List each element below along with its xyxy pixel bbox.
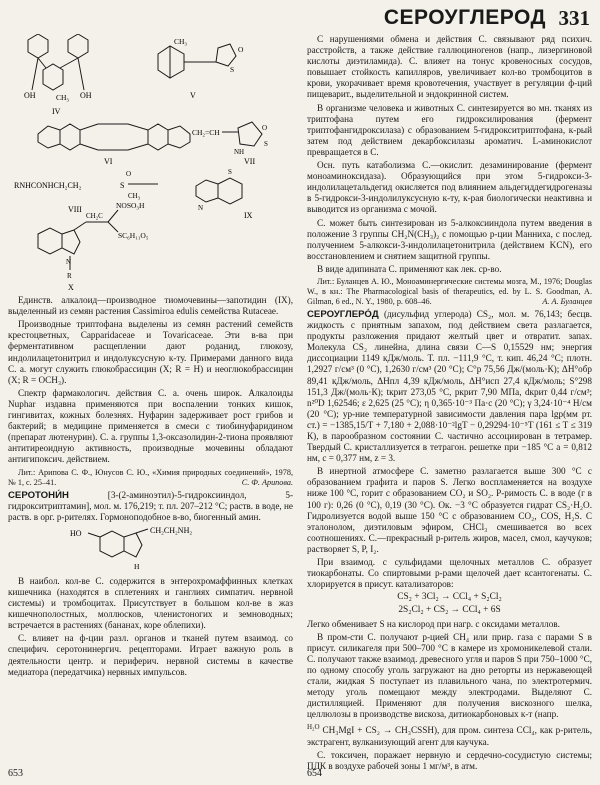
right-paragraph-2: В организме человека и животных С. синтезируется во мн. тканях из триптофана путем его гидроксилирования (фермент триптофангидроксилаза) с образованием 5-гидрокситриптофана, к-рый затем под действием декарбоксилазы ароматич. L-аминокислот превращается в С. [307,102,592,157]
right-paragraph-3: Осн. путь катаболизма С.—окислит. дезаминирование (фермент моноаминоксидаза). Образующийся при этом 5-гидрокси-3-индолилацетальдегид окисляется под влиянием альдегиддегидрогеназы в 5-гидрокси-3-индолилуксусную к-ту, к-рая биологически неактивна и выводится из организма с мочой. [307,160,592,215]
serotonin-nh: H [134,561,140,571]
right-paragraph-10: В пром-сти С. получают р-цией CH₄ или прир. газа с парами S в присут. силикагеля при 500–700 °С в камере из хромоникелевой стали. С. получают также взаимод. древесного угля и паров S при 750–1000 °С, по одному способу уголь загружают на дно реторты из нержавеющей стали, жидкая S поступает из плавильного чана, по электротермич. методу уголь помещают между электродами. Выделяют С. дистилляцией. Применяют для получения вискозного шелка, целлюлозы в производстве вискоза, дитиокарбоновых к-т (напр. [307,631,592,720]
page-header [10,6,590,32]
serotonin-term: СЕРОТОНИ́Н [8,489,69,501]
serotonin-entry [8,490,293,523]
left-literature-text: Лит.: Арипова С. Ф., Юнусов С. Ю., «Химия природных соединений», 1978, № 1, с. 25–41. [8,467,293,487]
structures-figure [8,34,293,292]
right-literature-text: Лит.: Буланцев А. Ю., Моноаминергические системы мозга, М., 1976; Douglas W., в кн.: The Pharmacological basis of therapeutics, ed. by L. S. Goodman, A. Gilman, 6 ed., N. Y., 1980, p. 608–46. [307,276,592,306]
ix-nitrogen: N [198,204,204,212]
x-nososh: NOSO₃H [116,201,145,210]
viii-methyl: CH₃ [128,192,141,200]
right-literature-author: А. А. Буланцев [542,296,592,306]
viii-chain: RNHCONHCH₂CH₂ [14,181,82,190]
ix-sulfur: S [228,168,232,176]
viii-oxygen: O [126,170,132,178]
left-literature-author: С. Ф. Арипова. [241,477,293,487]
left-paragraph-1: Единств. алкалоид—производное тиомочевины—запотидин (IX), выделенный из семян растения Cassimiroa edulis семейства Rutaceae. [8,295,293,317]
serotonin-definition: [3-(2-аминоэтил)-5-гидроксииндол, 5-гидрокситриптамин], мол. м. 176,219; т. пл. 207–212 °С; раств. в воде, не раств. в орг. р-рителях. Гормоноподобное в-во, биогенный амин. [8,489,293,522]
right-paragraph-11: С. токсичен, поражает нервную и сердечно-сосудистую системы; ПДК в воздухе рабочей зоны 1 мг/м³, в атм. [307,749,592,771]
equation-chlorination-1: CS₂ + 3Cl₂ → CCl₄ + S₂Cl₂ [397,592,502,603]
left-literature [8,468,293,488]
left-paragraph-3: Спектр фармакологич. действия С. а. очень широк. Алкалоиды Nuphar издавна применяются при воспалении тонких кишок, гингивитах, кожных болезнях. Нуфарин задерживает рост грибов и бактерий; в медицине применяется в смеси с тиобинуфаридином (препарат лютенурин). С. а. группы 1,3-оксазолидин-2-тиона проявляют антитиреоидную активность, производные мочевины обладают антигипоксич. действием. [8,387,293,465]
equation-grignard-text: CH₃MgI + CS₂ → CH₃CSSH), для пром. синтеза CCl₄, как р-ритель, экстрагент, вулканизующий агент для каучука. [307,725,593,747]
serotonin-structure [8,525,293,573]
right-column [307,34,592,774]
equation-grignard-over: H₂O [307,723,320,732]
label-x: X [68,283,74,292]
left-column [8,34,293,680]
label-vi: VI [104,157,113,166]
x-ch2c: CH₂C [86,212,103,220]
label-viii: VIII [68,205,82,214]
viii-sulfur: S [120,181,125,190]
vii-nh: NH [234,148,245,156]
serotonin-side-chain: CH₂CH₂NH₂ [150,525,193,535]
right-literature [307,277,592,307]
vii-oxygen: O [262,124,268,132]
label-iv: IV [52,107,61,116]
x-nitrogen: N [66,258,72,266]
iv-oh-right: OH [80,91,92,100]
left-paragraph-5: В наибол. кол-ве С. содержится в энтерохромаффинных клетках кишечника (находятся в сплетениях и ганглиях симпатич. нервной системы) и тромбоцитах. Присутствует в большом кол-ве в жаз кишечнополостных, моллюсков, членистоногих и земноводных; встречается в растениях (бананах, коре облепихи). [8,575,293,631]
left-paragraph-6: С. влияет на ф-ции разл. органов и тканей путем взаимод. со специфич. серотонинергич. рецепторами. Играет важную роль в деятельности центр. и периферич. нервной системы в качестве медиатора (передатчика) нервных импульсов. [8,633,293,677]
right-paragraph-5: В виде адипината С. применяют как лек. ср-во. [317,263,502,274]
carbon-disulfide-definition: (дисульфид углерода) CS₂, мол. м. 76,143; бесцв. жидкость с приятным запахом, под действием света разлагается, продукты разложения придают желтый цвет и отвратит. запах. Молекула CS₂ линейна, длина связи С—S 0,15529 нм; энергия диссоциации 1149 кДж/моль. Т. пл. −111,9 °С, т. кип. 46,24 °С; плотн. 1,2927 г/см³ (0 °С), 1,2630 г/см³ (20 °С); C°p 75,56 Дж/(моль·К); ΔH°обр 89,41 кДж/моль, ΔHпл 4,39 кДж/моль, ΔH°исп 27,4 кДж/моль; S°298 151,3 Дж/(моль·К); tкрит 273,05 °С, pкрит 7,90 МПа, dкрит 0,44 г/см³; n²⁰D 1,62546; ε 2,625 (25 °С); η 0,365·10⁻³ Па·с (20 °С); γ 3,24·10⁻⁴ Н/см (20 °С); ур-ние температурной зависимости давления пара lgp(мм рт. ст.) = −1385,15/T + 7,180 + 2,088·10⁻²lgT − 0,29294·10⁻⁵T (161 ≤ T ≤ 319 К), в парообразном состоянии С. частично ассоциирован в тетрамер. Твердый С. кристаллизуется в тетрагон. решетке при −185 °С а = 0,812 нм, с = 0,377 нм, z = 3. [307,308,593,464]
right-paragraph-7: В инертной атмосфере С. заметно разлагается выше 300 °С с образованием графита и паров S. Легко воспламеняется на воздухе ниже 100 °С, горит с образованием CO₂ и SO₂. Р-римость С. в воде (г в 100 г): 0,26 (0 °С), 0,19 (30 °С). Ок. −3 °С образуется гидрат CS₂·H₂O. Гидролизуется водой выше 150 °С с образованием CO₂, COS, H₂S. С эталонолом, диэтиловым эфиром, CHCl₃ смешивается во всех соотношениях. С.—прекрасный р-ритель жиров, масел, смол, каучуков; растворяет S, P, I₂. [307,466,592,554]
footer-left-page: 653 [8,768,23,779]
x-thioglucose: SC₆H₁₁O₅ [118,231,149,240]
right-paragraph-4: С. может быть синтезирован из 5-алкоксииндола путем введения в положение 3 группы CH₂N(CH₃)₂ с помощью р-ции Манниха, с послед. получением 5-алкокси-3-индолилацетонитрила (действием KCN), его восстановлением и снятием защитной группы. [307,217,592,261]
right-paragraph-1: С нарушениями обмена и действия С. связывают ряд психич. расстройств, а также действие галлюциногенов (напр., лизергиновой кислоты диэтиламида). С. влияет на тонус кровеносных сосудов, повышает стойкость капилляров, увеличивает кол-во тромбоцитов в крови, укорачивает время кровотечения, участвует в регуляции ф-ций пищеварит., выделительной и эндокринной систем. [307,34,592,100]
carbon-disulfide-entry [307,309,592,464]
vii-sulfur: S [264,140,268,148]
iv-oh-left: OH [24,91,36,100]
vii-vinyl: CH₂=CH [192,128,220,137]
equation-chlorination-2: 2S₂Cl₂ + CS₂ → CCl₄ + 6S [398,605,501,616]
page-number: 331 [558,6,590,30]
footer-right-page: 654 [307,768,322,779]
right-paragraph-8: При взаимод. с сульфидами щелочных металлов С. образует тиокарбонаты. Со спиртовыми р-рами щелочей дает ксантогенаты. С. хлорируется в присут. катализаторов: [307,557,592,590]
x-r-group: R [67,272,72,280]
v-oxygen: O [238,45,244,54]
v-sulfur: S [230,65,235,74]
iv-methyl: CH₃ [56,93,70,102]
serotonin-ho: HO [70,528,82,538]
running-head: СЕРОУГЛЕРОД [383,6,546,29]
label-v: V [190,91,196,100]
label-vii: VII [244,157,256,166]
left-paragraph-2: Производные триптофана выделены из семян растений семейств крестоцветных, Capparidaceae и Tovaricaceae. Эти в-ва при ферментативном расщеплении дают роданид, глюкозу, индолилацетонитрил и индолуксусную к-ту. Примерами данного вида С. а. могут служить глюкобрассицин (X; R = H) и неоглюкобрассицин (X; R = OCH₃). [8,319,293,385]
equation-grignard [307,722,592,747]
label-ix: IX [244,211,253,220]
right-paragraph-9: Легко обменивает S на кислород при нагр. с оксидами металлов. [307,618,560,629]
carbon-disulfide-term: СЕРОУГЛЕРО́Д [307,308,379,320]
v-methyl: CH₃ [174,37,188,46]
